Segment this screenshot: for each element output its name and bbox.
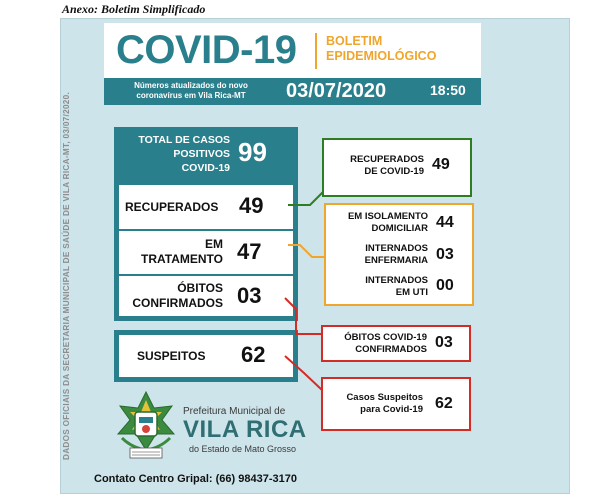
icu-value: 00 xyxy=(436,277,454,294)
treatment-detail-card xyxy=(326,205,472,304)
recovered-detail-card xyxy=(324,140,470,195)
suspects-value: 62 xyxy=(241,342,266,367)
recovered-connector xyxy=(288,192,323,205)
home-isolation-label xyxy=(330,211,428,235)
suspects-label: SUSPEITOS xyxy=(137,349,206,363)
city-name: VILA RICA xyxy=(183,416,307,443)
annex-title: Anexo: Boletim Simplificado xyxy=(62,2,206,16)
icu-line-1: INTERNADOS xyxy=(365,275,428,286)
state-name: do Estado de Mato Grosso xyxy=(189,444,297,454)
icu-line-2: EM UTI xyxy=(395,287,428,298)
deaths-detail-line-1: ÓBITOS COVID-19 xyxy=(344,332,427,343)
ward-line-2: ENFERMARIA xyxy=(364,255,428,266)
prefeitura-label: Prefeitura Municipal de xyxy=(183,406,286,417)
icu-label xyxy=(330,275,428,299)
recovered-detail-line-1: RECUPERADOS xyxy=(350,154,424,165)
contact-line: Contato Centro Gripal: (66) 98437-3170 xyxy=(94,473,297,485)
ward-line-1: INTERNADOS xyxy=(365,243,428,254)
deaths-detail-value: 03 xyxy=(435,334,453,351)
ward-label xyxy=(330,243,428,267)
bulletin-time: 18:50 xyxy=(430,82,466,98)
recovered-detail-value: 49 xyxy=(432,156,450,173)
recovered-value: 49 xyxy=(239,193,264,218)
treatment-value: 47 xyxy=(237,239,262,264)
deaths-label-line-1: ÓBITOS xyxy=(177,281,223,295)
treatment-connector xyxy=(288,245,325,257)
suspects-detail-value: 62 xyxy=(435,395,453,412)
recovered-label: RECUPERADOS xyxy=(125,200,219,214)
vila-rica-coat-of-arms-icon xyxy=(112,390,180,464)
treatment-label-line-1: EM xyxy=(205,237,223,251)
suspects-detail-line-2: para Covid-19 xyxy=(360,404,423,415)
total-label-line-3: COVID-19 xyxy=(181,162,230,174)
treatment-label-line-2: TRATAMENTO xyxy=(141,252,223,266)
deaths-detail-card xyxy=(323,327,469,360)
home-isolation-line-2: DOMICILIAR xyxy=(371,223,428,234)
official-data-note: DADOS OFICIAIS DA SECRETARIA MUNICIPAL DE SAÚDE DE VILA RICA-MT, 03/07/2020. xyxy=(62,91,71,460)
subtitle-line-2: coronavírus em Vila Rica-MT xyxy=(136,91,246,100)
suspects-detail-line-1: Casos Suspeitos xyxy=(346,392,423,403)
suspects-detail-label xyxy=(327,392,423,416)
boletim-line-2: EPIDEMIOLÓGICO xyxy=(326,49,437,63)
recovered-detail-line-2: DE COVID-19 xyxy=(364,166,424,177)
deaths-detail-label xyxy=(327,332,427,356)
deaths-label-line-2: CONFIRMADOS xyxy=(132,296,223,310)
recovered-detail-label xyxy=(330,154,424,178)
suspects-connector xyxy=(285,356,322,390)
subtitle-line-1: Números atualizados do novo xyxy=(134,81,248,90)
home-isolation-value: 44 xyxy=(436,214,454,231)
ward-value: 03 xyxy=(436,246,454,263)
suspects-detail-card xyxy=(323,379,469,429)
covid-title: COVID-19 xyxy=(116,28,297,72)
boletim-line-1: BOLETIM xyxy=(326,34,383,48)
deaths-connector xyxy=(285,298,322,334)
bulletin-date: 03/07/2020 xyxy=(286,80,387,102)
home-isolation-line-1: EM ISOLAMENTO xyxy=(347,211,428,222)
deaths-value: 03 xyxy=(237,283,262,308)
total-cases-value: 99 xyxy=(238,137,267,167)
total-label-line-1: TOTAL DE CASOS xyxy=(138,134,230,146)
total-label-line-2: POSITIVOS xyxy=(173,148,230,160)
deaths-detail-line-2: CONFIRMADOS xyxy=(355,344,427,355)
